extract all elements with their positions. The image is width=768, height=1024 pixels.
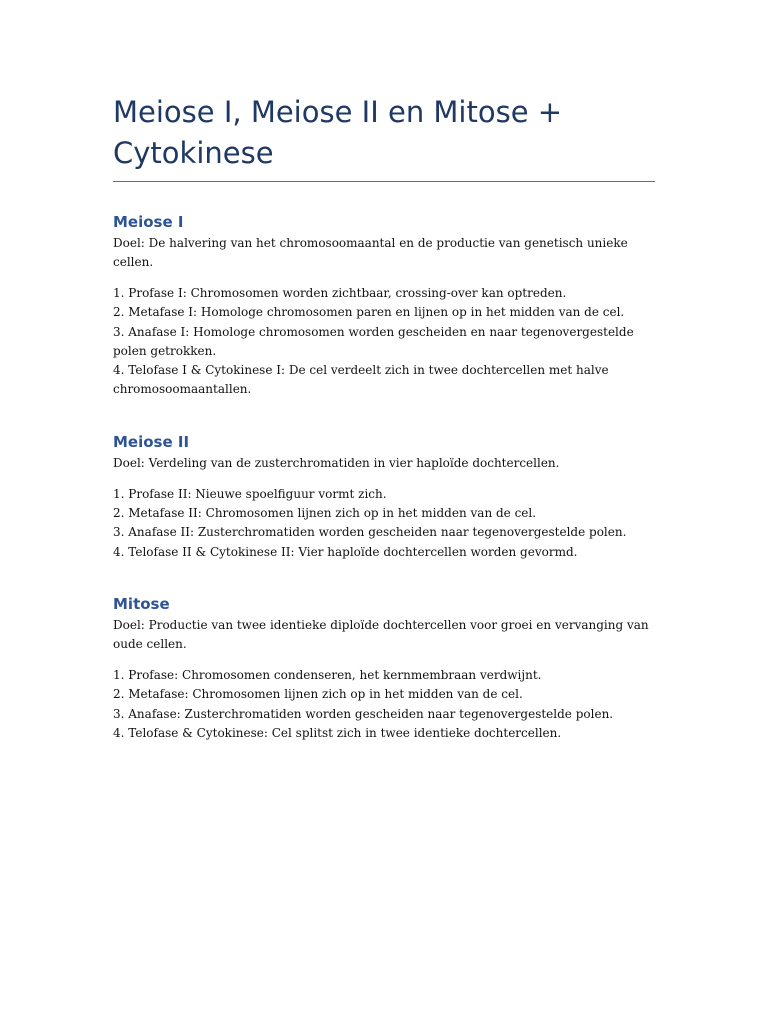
step-item: 3. Anafase: Zusterchromatiden worden gescheiden naar tegenovergestelde polen. [113,706,614,721]
section-goal: Doel: De halvering van het chromosoomaantal en de productie van genetisch unieke cellen. [113,236,628,269]
step-list [113,666,655,743]
document-page [113,92,655,743]
step-item: 1. Profase I: Chromosomen worden zichtbaar, crossing-over kan optreden. [113,286,567,300]
step-item: 2. Metafase II: Chromosomen lijnen zich op in het midden van de cel. [113,506,537,521]
section-heading: Meiose II [113,432,190,451]
step-item: 2. Metafase: Chromosomen lijnen zich op in het midden van de cel. [113,687,523,702]
step-item: 1. Profase II: Nieuwe spoelfiguur vormt zich. [113,486,387,501]
step-item: 4. Telofase & Cytokinese: Cel splitst zich in twee identieke dochtercellen. [113,725,562,740]
step-item: 3. Anafase II: Zusterchromatiden worden gescheiden naar tegenovergestelde polen. [113,525,627,540]
step-item: 1. Profase: Chromosomen condenseren, het kernmembraan verdwijnt. [113,667,542,682]
step-item: 4. Telofase II & Cytokinese II: Vier haploïde dochtercellen worden gevormd. [113,544,578,559]
step-item: 2. Metafase I: Homologe chromosomen paren en lijnen op in het midden van de cel. [113,305,625,320]
step-list [113,284,655,400]
step-list [113,485,655,562]
section-goal: Doel: Productie van twee identieke diploïde dochtercellen voor groei en vervanging van oude cellen. [113,617,649,651]
section-meiose-1 [113,212,655,400]
document-title: Meiose I, Meiose II en Mitose + Cytokinese [113,92,655,182]
section-goal: Doel: Verdeling van de zusterchromatiden in vier haploïde dochtercellen. [113,455,560,470]
section-heading: Mitose [113,594,170,613]
section-heading: Meiose I [113,213,184,231]
step-item: 3. Anafase I: Homologe chromosomen worden gescheiden en naar tegenovergestelde polen getrokken. [113,324,634,358]
step-item: 4. Telofase I & Cytokinese I: De cel verdeelt zich in twee dochtercellen met halve chromosoomaantallen. [113,363,609,397]
section-meiose-2 [113,432,655,562]
section-mitose [113,594,655,743]
